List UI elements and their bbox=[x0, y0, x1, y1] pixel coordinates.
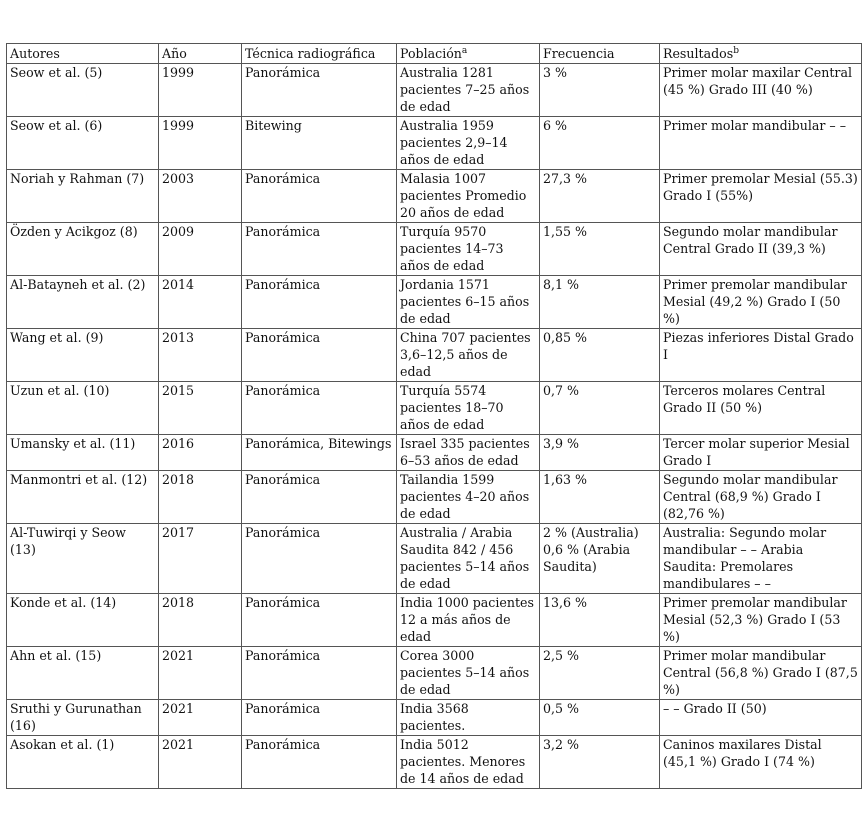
cell-anio: 2021 bbox=[159, 700, 242, 736]
cell-autores: Noriah y Rahman (7) bbox=[7, 170, 159, 223]
cell-poblacion: India 1000 pacientes 12 a más años de edad bbox=[397, 594, 540, 647]
header-frecuencia: Frecuencia bbox=[540, 44, 660, 64]
cell-tecnica: Panorámica bbox=[242, 594, 397, 647]
cell-frecuencia: 27,3 % bbox=[540, 170, 660, 223]
cell-frecuencia: 1,63 % bbox=[540, 471, 660, 524]
header-anio: Año bbox=[159, 44, 242, 64]
cell-autores: Seow et al. (6) bbox=[7, 117, 159, 170]
cell-autores: Seow et al. (5) bbox=[7, 64, 159, 117]
cell-autores: Manmontri et al. (12) bbox=[7, 471, 159, 524]
cell-poblacion: Australia 1281 pacientes 7–25 años de edad bbox=[397, 64, 540, 117]
cell-resultados: Tercer molar superior Mesial Grado I bbox=[660, 435, 862, 471]
cell-frecuencia: 3,9 % bbox=[540, 435, 660, 471]
header-resultados-label: Resultados bbox=[663, 46, 734, 61]
cell-poblacion: Australia / Arabia Saudita 842 / 456 pacientes 5–14 años de edad bbox=[397, 524, 540, 594]
cell-frecuencia: 8,1 % bbox=[540, 276, 660, 329]
cell-frecuencia: 0,85 % bbox=[540, 329, 660, 382]
table-header bbox=[7, 44, 862, 64]
cell-anio: 2021 bbox=[159, 736, 242, 789]
table-row bbox=[7, 64, 862, 117]
cell-tecnica: Panorámica bbox=[242, 170, 397, 223]
table-row bbox=[7, 700, 862, 736]
cell-poblacion: Israel 335 pacientes 6–53 años de edad bbox=[397, 435, 540, 471]
cell-anio: 2018 bbox=[159, 594, 242, 647]
cell-resultados: Primer premolar mandibular Mesial (49,2 %) Grado I (50 %) bbox=[660, 276, 862, 329]
cell-poblacion: Turquía 5574 pacientes 18–70 años de edad bbox=[397, 382, 540, 435]
studies-table bbox=[6, 43, 862, 789]
cell-autores: Sruthi y Gurunathan (16) bbox=[7, 700, 159, 736]
table-row bbox=[7, 276, 862, 329]
cell-frecuencia: 3,2 % bbox=[540, 736, 660, 789]
cell-resultados: Australia: Segundo molar mandibular – – Arabia Saudita: Premolares mandibulares – – bbox=[660, 524, 862, 594]
table-body bbox=[7, 64, 862, 789]
table-row bbox=[7, 471, 862, 524]
cell-poblacion: India 3568 pacientes. bbox=[397, 700, 540, 736]
cell-frecuencia: 2 % (Australia) 0,6 % (Arabia Saudita) bbox=[540, 524, 660, 594]
cell-poblacion: India 5012 pacientes. Menores de 14 años de edad bbox=[397, 736, 540, 789]
cell-autores: Özden y Acikgoz (8) bbox=[7, 223, 159, 276]
cell-tecnica: Panorámica bbox=[242, 276, 397, 329]
cell-anio: 2009 bbox=[159, 223, 242, 276]
cell-poblacion: Jordania 1571 pacientes 6–15 años de edad bbox=[397, 276, 540, 329]
cell-anio: 1999 bbox=[159, 117, 242, 170]
cell-tecnica: Panorámica bbox=[242, 471, 397, 524]
cell-poblacion: Turquía 9570 pacientes 14–73 años de edad bbox=[397, 223, 540, 276]
cell-anio: 2018 bbox=[159, 471, 242, 524]
cell-frecuencia: 0,7 % bbox=[540, 382, 660, 435]
cell-poblacion: Tailandia 1599 pacientes 4–20 años de edad bbox=[397, 471, 540, 524]
table-row bbox=[7, 117, 862, 170]
header-poblacion bbox=[397, 44, 540, 64]
header-poblacion-label: Población bbox=[400, 46, 462, 61]
cell-resultados: Terceros molares Central Grado II (50 %) bbox=[660, 382, 862, 435]
table-row bbox=[7, 170, 862, 223]
cell-poblacion: Australia 1959 pacientes 2,9–14 años de edad bbox=[397, 117, 540, 170]
table-row bbox=[7, 647, 862, 700]
cell-tecnica: Panorámica bbox=[242, 647, 397, 700]
cell-resultados: Segundo molar mandibular Central Grado II (39,3 %) bbox=[660, 223, 862, 276]
cell-resultados: Primer molar mandibular – – bbox=[660, 117, 862, 170]
cell-frecuencia: 2,5 % bbox=[540, 647, 660, 700]
cell-autores: Asokan et al. (1) bbox=[7, 736, 159, 789]
cell-resultados: Piezas inferiores Distal Grado I bbox=[660, 329, 862, 382]
cell-frecuencia: 0,5 % bbox=[540, 700, 660, 736]
cell-frecuencia: 6 % bbox=[540, 117, 660, 170]
cell-frecuencia: 13,6 % bbox=[540, 594, 660, 647]
header-row bbox=[7, 44, 862, 64]
cell-resultados: Primer molar mandibular Central (56,8 %) Grado I (87,5 %) bbox=[660, 647, 862, 700]
cell-resultados: Primer premolar Mesial (55.3) Grado I (55%) bbox=[660, 170, 862, 223]
header-autores: Autores bbox=[7, 44, 159, 64]
cell-frecuencia: 1,55 % bbox=[540, 223, 660, 276]
cell-anio: 2003 bbox=[159, 170, 242, 223]
cell-anio: 2016 bbox=[159, 435, 242, 471]
header-resultados bbox=[660, 44, 862, 64]
cell-tecnica: Panorámica bbox=[242, 736, 397, 789]
cell-autores: Uzun et al. (10) bbox=[7, 382, 159, 435]
cell-tecnica: Panorámica bbox=[242, 382, 397, 435]
cell-poblacion: Malasia 1007 pacientes Promedio 20 años de edad bbox=[397, 170, 540, 223]
table-row bbox=[7, 223, 862, 276]
cell-resultados: Segundo molar mandibular Central (68,9 %) Grado I (82,76 %) bbox=[660, 471, 862, 524]
cell-resultados: Primer premolar mandibular Mesial (52,3 %) Grado I (53 %) bbox=[660, 594, 862, 647]
cell-tecnica: Bitewing bbox=[242, 117, 397, 170]
cell-tecnica: Panorámica bbox=[242, 64, 397, 117]
cell-autores: Wang et al. (9) bbox=[7, 329, 159, 382]
cell-tecnica: Panorámica bbox=[242, 524, 397, 594]
table-row bbox=[7, 594, 862, 647]
table-row bbox=[7, 382, 862, 435]
table-row bbox=[7, 435, 862, 471]
cell-anio: 2014 bbox=[159, 276, 242, 329]
cell-anio: 2021 bbox=[159, 647, 242, 700]
table-row bbox=[7, 524, 862, 594]
cell-autores: Umansky et al. (11) bbox=[7, 435, 159, 471]
header-resultados-footnote: b bbox=[733, 45, 739, 56]
cell-autores: Konde et al. (14) bbox=[7, 594, 159, 647]
cell-tecnica: Panorámica bbox=[242, 700, 397, 736]
cell-tecnica: Panorámica bbox=[242, 329, 397, 382]
cell-resultados: Primer molar maxilar Central (45 %) Grado III (40 %) bbox=[660, 64, 862, 117]
cell-poblacion: Corea 3000 pacientes 5–14 años de edad bbox=[397, 647, 540, 700]
cell-anio: 2017 bbox=[159, 524, 242, 594]
header-poblacion-footnote: a bbox=[461, 45, 468, 56]
cell-poblacion: China 707 pacientes 3,6–12,5 años de edad bbox=[397, 329, 540, 382]
cell-autores: Al-Tuwirqi y Seow (13) bbox=[7, 524, 159, 594]
cell-tecnica: Panorámica, Bitewings bbox=[242, 435, 397, 471]
cell-anio: 2013 bbox=[159, 329, 242, 382]
cell-anio: 1999 bbox=[159, 64, 242, 117]
cell-tecnica: Panorámica bbox=[242, 223, 397, 276]
table-row bbox=[7, 736, 862, 789]
cell-anio: 2015 bbox=[159, 382, 242, 435]
cell-frecuencia: 3 % bbox=[540, 64, 660, 117]
header-tecnica: Técnica radiográfica bbox=[242, 44, 397, 64]
table-row bbox=[7, 329, 862, 382]
cell-autores: Al-Batayneh et al. (2) bbox=[7, 276, 159, 329]
cell-resultados: – – Grado II (50) bbox=[660, 700, 862, 736]
cell-resultados: Caninos maxilares Distal (45,1 %) Grado I (74 %) bbox=[660, 736, 862, 789]
cell-autores: Ahn et al. (15) bbox=[7, 647, 159, 700]
